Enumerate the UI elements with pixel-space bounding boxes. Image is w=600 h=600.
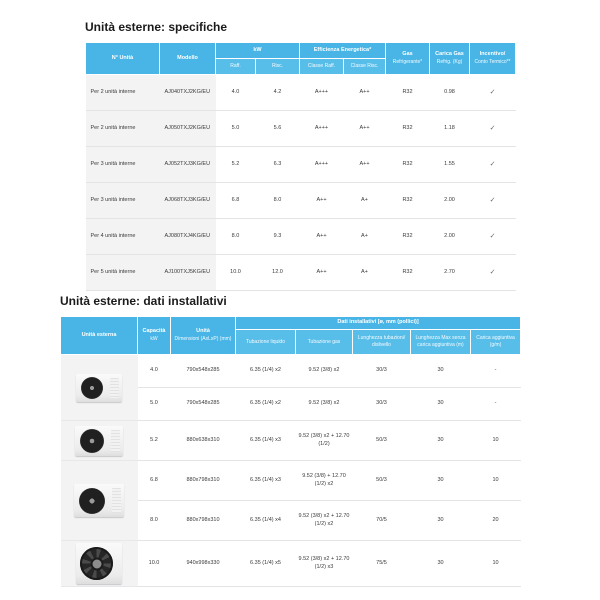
cell-kw-risc: 6.3 — [256, 147, 300, 183]
cell-tubazione-liquido: 6.35 (1/4) x5 — [236, 541, 296, 587]
page-title-specifiche: Unità esterne: specifiche — [85, 20, 228, 34]
cell-tubazione-gas: 9.52 (3/8) x2 + 12.70 (1/2) x3 — [296, 541, 353, 587]
outdoor-unit-image — [61, 421, 138, 461]
cell-capacita: 4.0 — [138, 355, 171, 388]
cell-tubazione-liquido: 6.35 (1/4) x2 — [236, 388, 296, 421]
cell-lunghezza: 75/5 — [353, 541, 411, 587]
cell-tubazione-liquido: 6.35 (1/4) x3 — [236, 461, 296, 501]
cell-tubazione-liquido: 6.35 (1/4) x2 — [236, 355, 296, 388]
cell-modello: AJ050TXJ2KG/EU — [160, 111, 216, 147]
table-row — [86, 147, 516, 183]
cell-kw-risc: 8.0 — [256, 183, 300, 219]
cell-tubazione-gas: 9.52 (3/8) x2 — [296, 388, 353, 421]
col-group-efficienza: Efficienza Energetica* — [300, 43, 386, 59]
col-header-capacita: Capacità kW — [138, 317, 171, 355]
checkmark-icon: ✓ — [470, 255, 516, 291]
checkmark-icon: ✓ — [470, 183, 516, 219]
table-header-row — [86, 43, 516, 59]
cell-dimensioni: 940x998x330 — [171, 541, 236, 587]
cell-lunghezza: 50/3 — [353, 461, 411, 501]
col-header-n-unita: N° Unità — [86, 43, 160, 75]
cell-classe-raff: A++ — [300, 219, 344, 255]
cell-lunghezza-max: 30 — [411, 355, 471, 388]
cell-dimensioni: 880x638x310 — [171, 421, 236, 461]
cell-lunghezza: 30/3 — [353, 388, 411, 421]
page-title-dati-installativi: Unità esterne: dati installativi — [60, 294, 227, 308]
checkmark-icon: ✓ — [470, 111, 516, 147]
cell-lunghezza: 70/5 — [353, 501, 411, 541]
cell-gas: R32 — [386, 183, 430, 219]
cell-kw-raff: 5.0 — [216, 111, 256, 147]
subcol-carica-aggiuntiva: Carica aggiuntiva (g/m) — [471, 330, 521, 355]
cell-lunghezza-max: 30 — [411, 421, 471, 461]
cell-kw-risc: 4.2 — [256, 75, 300, 111]
cell-carica: 1.55 — [430, 147, 470, 183]
cell-kw-risc: 9.3 — [256, 219, 300, 255]
cell-n-unita: Per 3 unità interne — [86, 183, 160, 219]
cell-kw-raff: 10.0 — [216, 255, 256, 291]
cell-kw-raff: 6.8 — [216, 183, 256, 219]
checkmark-icon: ✓ — [470, 219, 516, 255]
cell-classe-raff: A+++ — [300, 75, 344, 111]
cell-carica: 1.18 — [430, 111, 470, 147]
cell-n-unita: Per 4 unità interne — [86, 219, 160, 255]
col-header-gas: Gas Refrigerante* — [386, 43, 430, 75]
cell-capacita: 6.8 — [138, 461, 171, 501]
cell-tubazione-liquido: 6.35 (1/4) x4 — [236, 501, 296, 541]
cell-kw-risc: 5.6 — [256, 111, 300, 147]
cell-classe-raff: A+++ — [300, 111, 344, 147]
table-row — [86, 255, 516, 291]
table-row — [61, 461, 521, 501]
cell-dimensioni: 790x548x285 — [171, 355, 236, 388]
cell-tubazione-gas: 9.52 (3/8) + 12.70 (1/2) x2 — [296, 461, 353, 501]
cell-n-unita: Per 2 unità interne — [86, 75, 160, 111]
cell-classe-risc: A+ — [344, 219, 386, 255]
table-header-row — [61, 317, 521, 330]
section-dati-installativi — [60, 294, 520, 587]
cell-carica: 0.98 — [430, 75, 470, 111]
cell-classe-raff: A+++ — [300, 147, 344, 183]
subcol-raff: Raff. — [216, 59, 256, 75]
cell-modello: AJ040TXJ2KG/EU — [160, 75, 216, 111]
col-header-dimensioni: Unità Dimensioni (AxLxP) (mm) — [171, 317, 236, 355]
cell-tubazione-gas: 9.52 (3/8) x2 — [296, 355, 353, 388]
subcol-tubazione-gas: Tubazione gas — [296, 330, 353, 355]
cell-gas: R32 — [386, 219, 430, 255]
cell-dimensioni: 880x798x310 — [171, 501, 236, 541]
checkmark-icon: ✓ — [470, 147, 516, 183]
col-header-carica-gas: Carica Gas Refrig. (Kg) — [430, 43, 470, 75]
subcol-lunghezza-tubazioni: Lunghezza tubazioni/ dislivello — [353, 330, 411, 355]
cell-n-unita: Per 2 unità interne — [86, 111, 160, 147]
table-row — [86, 75, 516, 111]
cell-carica: 2.00 — [430, 183, 470, 219]
cell-classe-raff: A++ — [300, 183, 344, 219]
section-specifiche — [85, 20, 515, 291]
cell-modello: AJ068TXJ3KG/EU — [160, 183, 216, 219]
cell-lunghezza-max: 30 — [411, 541, 471, 587]
cell-tubazione-liquido: 6.35 (1/4) x3 — [236, 421, 296, 461]
cell-classe-raff: A++ — [300, 255, 344, 291]
cell-gas: R32 — [386, 111, 430, 147]
subcol-risc: Risc. — [256, 59, 300, 75]
cell-capacita: 5.0 — [138, 388, 171, 421]
cell-capacita: 10.0 — [138, 541, 171, 587]
table-row — [86, 183, 516, 219]
cell-tubazione-gas: 9.52 (3/8) x2 + 12.70 (1/2) — [296, 421, 353, 461]
cell-dimensioni: 790x548x285 — [171, 388, 236, 421]
cell-modello: AJ052TXJ3KG/EU — [160, 147, 216, 183]
cell-tubazione-gas: 9.52 (3/8) x2 + 12.70 (1/2) x2 — [296, 501, 353, 541]
col-group-kw: kW — [216, 43, 300, 59]
checkmark-icon: ✓ — [470, 75, 516, 111]
cell-carica-aggiuntiva: - — [471, 388, 521, 421]
cell-modello: AJ080TXJ4KG/EU — [160, 219, 216, 255]
table-dati-installativi — [60, 316, 521, 587]
cell-capacita: 8.0 — [138, 501, 171, 541]
cell-lunghezza-max: 30 — [411, 388, 471, 421]
col-header-unita-esterna: Unità esterna — [61, 317, 138, 355]
cell-gas: R32 — [386, 147, 430, 183]
cell-kw-raff: 5.2 — [216, 147, 256, 183]
cell-classe-risc: A+ — [344, 255, 386, 291]
cell-capacita: 5.2 — [138, 421, 171, 461]
col-header-modello: Modello — [160, 43, 216, 75]
cell-dimensioni: 880x798x310 — [171, 461, 236, 501]
subcol-tubazione-liquido: Tubazione liquido — [236, 330, 296, 355]
cell-carica: 2.00 — [430, 219, 470, 255]
cell-classe-risc: A++ — [344, 111, 386, 147]
cell-n-unita: Per 5 unità interne — [86, 255, 160, 291]
cell-carica-aggiuntiva: 10 — [471, 461, 521, 501]
cell-modello: AJ100TXJ5KG/EU — [160, 255, 216, 291]
table-row — [61, 421, 521, 461]
cell-classe-risc: A+ — [344, 183, 386, 219]
cell-carica-aggiuntiva: - — [471, 355, 521, 388]
cell-lunghezza: 50/3 — [353, 421, 411, 461]
cell-carica: 2.70 — [430, 255, 470, 291]
col-header-incentivo: Incentivo/ Conto Termico** — [470, 43, 516, 75]
cell-classe-risc: A++ — [344, 75, 386, 111]
table-row — [61, 355, 521, 388]
cell-n-unita: Per 3 unità interne — [86, 147, 160, 183]
col-group-dati-installativi: Dati installativi [ø, mm (pollici)] — [236, 317, 521, 330]
cell-carica-aggiuntiva: 10 — [471, 421, 521, 461]
subcol-classe-raff: Classe Raff. — [300, 59, 344, 75]
subcol-classe-risc: Classe Risc. — [344, 59, 386, 75]
table-row — [86, 111, 516, 147]
subcol-lunghezza-max: Lunghezza Max senza carica aggiuntiva (m) — [411, 330, 471, 355]
outdoor-unit-large-image — [61, 541, 138, 587]
cell-kw-raff: 4.0 — [216, 75, 256, 111]
cell-carica-aggiuntiva: 10 — [471, 541, 521, 587]
cell-kw-raff: 8.0 — [216, 219, 256, 255]
cell-classe-risc: A++ — [344, 147, 386, 183]
table-row — [61, 541, 521, 587]
cell-gas: R32 — [386, 255, 430, 291]
cell-lunghezza-max: 30 — [411, 461, 471, 501]
table-specifiche — [85, 42, 516, 291]
outdoor-unit-image — [61, 355, 138, 421]
outdoor-unit-image — [61, 461, 138, 541]
cell-lunghezza-max: 30 — [411, 501, 471, 541]
cell-carica-aggiuntiva: 20 — [471, 501, 521, 541]
table-row — [86, 219, 516, 255]
cell-gas: R32 — [386, 75, 430, 111]
cell-lunghezza: 30/3 — [353, 355, 411, 388]
cell-kw-risc: 12.0 — [256, 255, 300, 291]
